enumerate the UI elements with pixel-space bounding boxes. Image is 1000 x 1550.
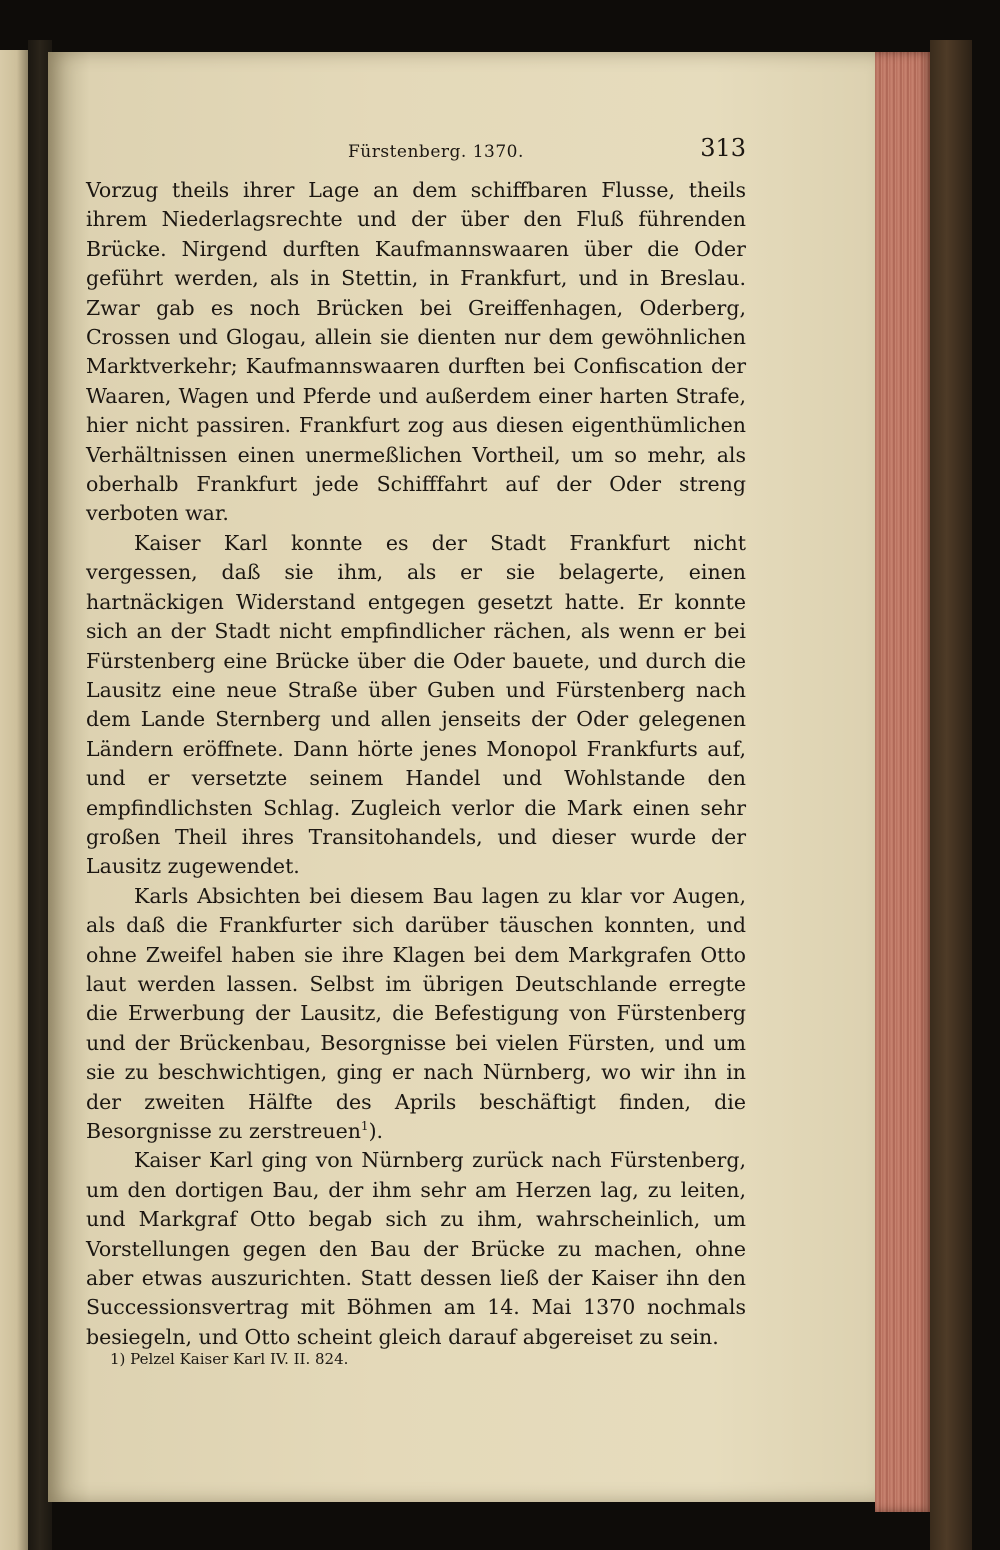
running-head: Fürstenberg. 1370. <box>348 142 524 162</box>
footnote: 1) Pelzel Kaiser Karl IV. II. 824. <box>110 1350 349 1368</box>
paragraph-text: Karls Absichten bei diesem Bau lagen zu klar vor Augen, als daß die Frankfurter sich darüber täuschen konnten, und ohne Zweifel haben sie ihre Klagen bei dem Markgrafen Otto laut werden lassen. Selbst im übrigen Deutschlande erregte die Erwerbung der Lausitz, die Befestigung von Fürstenberg und der Brückenbau, Besorgnisse bei vielen Fürsten, und um sie zu beschwichtigen, ging er nach Nürnberg, wo wir ihn in der zweiten Hälfte des Aprils beschäftigt finden, die Besorgnisse zu zerstreuen <box>86 883 746 1143</box>
paragraph: Kaiser Karl konnte es der Stadt Frankfurt nicht vergessen, daß sie ihm, als er sie belagerte, einen hartnäckigen Widerstand entgegen gesetzt hatte. Er konnte sich an der Stadt nicht empfindlicher rächen, als wenn er bei Fürstenberg eine Brücke über die Oder bauete, und durch die Lausitz eine neue Straße über Guben und Fürstenberg nach dem Lande Sternberg und allen jenseits der Oder gelegenen Ländern eröffnete. Dann hörte jenes Monopol Frankfurts auf, und er versetzte seinem Handel und Wohlstande den empfindlichsten Schlag. Zugleich verlor die Mark einen sehr großen Theil ihres Transitohandels, und dieser wurde der Lausitz zugewendet. <box>86 530 746 879</box>
footnote-reference: 1 <box>360 1119 369 1134</box>
page-number: 313 <box>700 134 746 162</box>
left-page-edge <box>0 50 28 1550</box>
paragraph-end: ). <box>368 1119 384 1143</box>
page-text-block <box>86 132 746 1352</box>
book-cover-edge <box>930 40 972 1550</box>
paragraph <box>86 882 746 1147</box>
page-edges-red <box>875 52 933 1512</box>
paragraph: Vorzug theils ihrer Lage an dem schiffbaren Flusse, theils ihrem Niederlagsrechte und der über den Fluß führenden Brücke. Nirgend durften Kaufmannswaaren über die Oder geführt werden, als in Stettin, in Frankfurt, und in Breslau. Zwar gab es noch Brücken bei Greiffenhagen, Oderberg, Crossen und Glogau, allein sie dienten nur dem gewöhnlichen Marktverkehr; Kaufmannswaaren durften bei Confiscation der Waaren, Wagen und Pferde und außerdem einer harten Strafe, hier nicht passiren. Frankfurt zog aus diesen eigenthümlichen Verhältnissen einen unermeßlichen Vortheil, um so mehr, als oberhalb Frankfurt jede Schifffahrt auf der Oder streng verboten war. <box>86 178 746 526</box>
page-header <box>86 132 746 176</box>
paragraph: Kaiser Karl ging von Nürnberg zurück nach Fürstenberg, um den dortigen Bau, der ihm sehr am Herzen lag, zu leiten, und Markgraf Otto begab sich zu ihm, wahrscheinlich, um Vorstellungen gegen den Bau der Brücke zu machen, ohne aber etwas auszurichten. Statt dessen ließ der Kaiser ihn den Successionsvertrag mit Böhmen am 14. Mai 1370 nochmals besiegeln, und Otto scheint gleich darauf abgereiset zu sein. <box>86 1148 746 1349</box>
